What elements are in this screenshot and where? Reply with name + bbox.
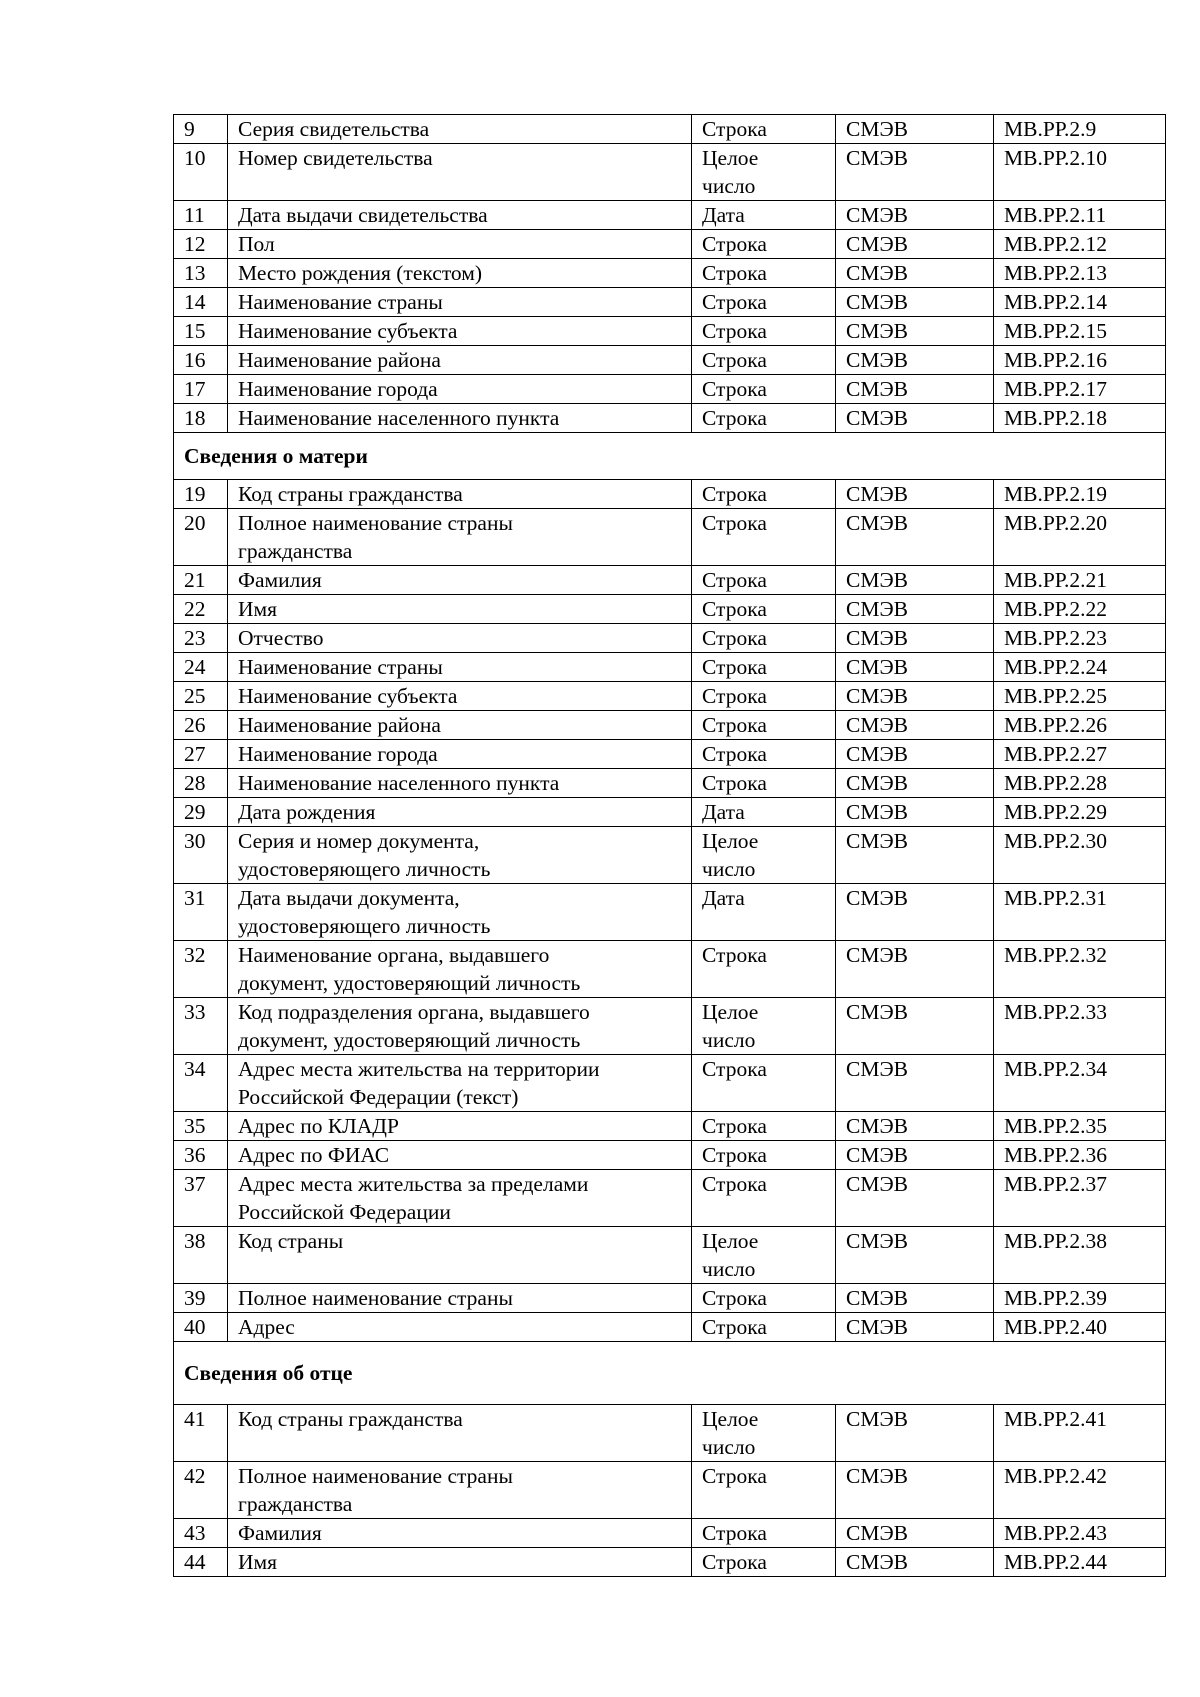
source-cell: СМЭВ — [836, 624, 994, 653]
row-number-cell: 33 — [174, 998, 228, 1055]
attribute-code-cell: МВ.РР.2.14 — [994, 288, 1166, 317]
table-row — [174, 404, 1166, 433]
table-row — [174, 1227, 1166, 1284]
data-type-cell: Строка — [692, 480, 836, 509]
attribute-name-cell: Полное наименование страны гражданства — [228, 1462, 692, 1519]
data-type-cell: Строка — [692, 509, 836, 566]
table-row — [174, 1112, 1166, 1141]
source-cell: СМЭВ — [836, 1227, 994, 1284]
source-cell: СМЭВ — [836, 1548, 994, 1577]
table-row — [174, 595, 1166, 624]
data-type-cell: Строка — [692, 595, 836, 624]
attribute-code-cell: МВ.РР.2.25 — [994, 682, 1166, 711]
source-cell: СМЭВ — [836, 480, 994, 509]
table-row — [174, 1284, 1166, 1313]
row-number-cell: 20 — [174, 509, 228, 566]
row-number-cell: 21 — [174, 566, 228, 595]
row-number-cell: 11 — [174, 201, 228, 230]
data-type-cell: Целое число — [692, 144, 836, 201]
table-row — [174, 769, 1166, 798]
data-type-cell: Строка — [692, 769, 836, 798]
attribute-code-cell: МВ.РР.2.15 — [994, 317, 1166, 346]
data-type-cell: Целое число — [692, 827, 836, 884]
section-header-row — [174, 1342, 1166, 1405]
source-cell: СМЭВ — [836, 317, 994, 346]
row-number-cell: 17 — [174, 375, 228, 404]
source-cell: СМЭВ — [836, 998, 994, 1055]
data-type-cell: Целое число — [692, 1227, 836, 1284]
attribute-code-cell: МВ.РР.2.27 — [994, 740, 1166, 769]
attribute-name-cell: Код подразделения органа, выдавшего документ, удостоверяющий личность — [228, 998, 692, 1055]
table-row — [174, 288, 1166, 317]
data-type-cell: Строка — [692, 230, 836, 259]
data-type-cell: Строка — [692, 1462, 836, 1519]
source-cell: СМЭВ — [836, 798, 994, 827]
data-type-cell: Строка — [692, 711, 836, 740]
attribute-code-cell: МВ.РР.2.12 — [994, 230, 1166, 259]
attribute-name-cell: Место рождения (текстом) — [228, 259, 692, 288]
attribute-code-cell: МВ.РР.2.22 — [994, 595, 1166, 624]
attributes-table — [173, 114, 1166, 1577]
attribute-code-cell: МВ.РР.2.17 — [994, 375, 1166, 404]
data-type-cell: Строка — [692, 566, 836, 595]
table-row — [174, 1055, 1166, 1112]
attribute-name-cell: Наименование населенного пункта — [228, 769, 692, 798]
source-cell: СМЭВ — [836, 230, 994, 259]
attribute-code-cell: МВ.РР.2.32 — [994, 941, 1166, 998]
attribute-code-cell: МВ.РР.2.30 — [994, 827, 1166, 884]
attribute-code-cell: МВ.РР.2.26 — [994, 711, 1166, 740]
attributes-table-body — [174, 115, 1166, 1577]
attribute-name-cell: Наименование города — [228, 375, 692, 404]
table-row — [174, 624, 1166, 653]
source-cell: СМЭВ — [836, 1313, 994, 1342]
attribute-name-cell: Наименование страны — [228, 288, 692, 317]
row-number-cell: 30 — [174, 827, 228, 884]
attribute-name-cell: Адрес по ФИАС — [228, 1141, 692, 1170]
document-page — [173, 114, 1165, 1577]
table-row — [174, 653, 1166, 682]
table-row — [174, 480, 1166, 509]
table-row — [174, 346, 1166, 375]
attribute-name-cell: Пол — [228, 230, 692, 259]
attribute-name-cell: Адрес места жительства за пределами Российской Федерации — [228, 1170, 692, 1227]
row-number-cell: 44 — [174, 1548, 228, 1577]
table-row — [174, 1405, 1166, 1462]
source-cell: СМЭВ — [836, 827, 994, 884]
source-cell: СМЭВ — [836, 346, 994, 375]
table-row — [174, 998, 1166, 1055]
table-row — [174, 317, 1166, 346]
attribute-name-cell: Наименование органа, выдавшего документ, удостоверяющий личность — [228, 941, 692, 998]
table-row — [174, 509, 1166, 566]
attribute-code-cell: МВ.РР.2.19 — [994, 480, 1166, 509]
data-type-cell: Строка — [692, 375, 836, 404]
attribute-name-cell: Адрес по КЛАДР — [228, 1112, 692, 1141]
attribute-name-cell: Адрес — [228, 1313, 692, 1342]
source-cell: СМЭВ — [836, 144, 994, 201]
source-cell: СМЭВ — [836, 1284, 994, 1313]
attribute-code-cell: МВ.РР.2.24 — [994, 653, 1166, 682]
data-type-cell: Строка — [692, 1112, 836, 1141]
attribute-code-cell: МВ.РР.2.40 — [994, 1313, 1166, 1342]
attribute-code-cell: МВ.РР.2.34 — [994, 1055, 1166, 1112]
row-number-cell: 16 — [174, 346, 228, 375]
section-title: Сведения о матери — [174, 433, 1166, 480]
row-number-cell: 42 — [174, 1462, 228, 1519]
attribute-name-cell: Наименование населенного пункта — [228, 404, 692, 433]
source-cell: СМЭВ — [836, 375, 994, 404]
table-row — [174, 827, 1166, 884]
row-number-cell: 9 — [174, 115, 228, 144]
attribute-code-cell: МВ.РР.2.43 — [994, 1519, 1166, 1548]
attribute-name-cell: Дата выдачи свидетельства — [228, 201, 692, 230]
table-row — [174, 798, 1166, 827]
table-row — [174, 1548, 1166, 1577]
row-number-cell: 13 — [174, 259, 228, 288]
source-cell: СМЭВ — [836, 595, 994, 624]
table-row — [174, 230, 1166, 259]
attribute-code-cell: МВ.РР.2.29 — [994, 798, 1166, 827]
source-cell: СМЭВ — [836, 259, 994, 288]
attribute-name-cell: Полное наименование страны гражданства — [228, 509, 692, 566]
table-row — [174, 1462, 1166, 1519]
attribute-code-cell: МВ.РР.2.44 — [994, 1548, 1166, 1577]
row-number-cell: 43 — [174, 1519, 228, 1548]
table-row — [174, 884, 1166, 941]
row-number-cell: 34 — [174, 1055, 228, 1112]
attribute-code-cell: МВ.РР.2.11 — [994, 201, 1166, 230]
source-cell: СМЭВ — [836, 1519, 994, 1548]
data-type-cell: Строка — [692, 288, 836, 317]
attribute-code-cell: МВ.РР.2.18 — [994, 404, 1166, 433]
row-number-cell: 24 — [174, 653, 228, 682]
source-cell: СМЭВ — [836, 884, 994, 941]
attribute-code-cell: МВ.РР.2.20 — [994, 509, 1166, 566]
data-type-cell: Дата — [692, 201, 836, 230]
source-cell: СМЭВ — [836, 1141, 994, 1170]
data-type-cell: Строка — [692, 115, 836, 144]
attribute-code-cell: МВ.РР.2.35 — [994, 1112, 1166, 1141]
data-type-cell: Целое число — [692, 998, 836, 1055]
attribute-name-cell: Фамилия — [228, 1519, 692, 1548]
source-cell: СМЭВ — [836, 711, 994, 740]
row-number-cell: 14 — [174, 288, 228, 317]
table-row — [174, 201, 1166, 230]
row-number-cell: 26 — [174, 711, 228, 740]
table-row — [174, 144, 1166, 201]
row-number-cell: 39 — [174, 1284, 228, 1313]
row-number-cell: 27 — [174, 740, 228, 769]
source-cell: СМЭВ — [836, 201, 994, 230]
table-row — [174, 566, 1166, 595]
attribute-code-cell: МВ.РР.2.13 — [994, 259, 1166, 288]
table-row — [174, 711, 1166, 740]
attribute-name-cell: Серия свидетельства — [228, 115, 692, 144]
attribute-name-cell: Наименование города — [228, 740, 692, 769]
attribute-name-cell: Дата выдачи документа, удостоверяющего личность — [228, 884, 692, 941]
row-number-cell: 36 — [174, 1141, 228, 1170]
row-number-cell: 19 — [174, 480, 228, 509]
attribute-name-cell: Имя — [228, 595, 692, 624]
data-type-cell: Строка — [692, 1519, 836, 1548]
section-header-row — [174, 433, 1166, 480]
table-row — [174, 682, 1166, 711]
data-type-cell: Дата — [692, 884, 836, 941]
attribute-code-cell: МВ.РР.2.33 — [994, 998, 1166, 1055]
section-title: Сведения об отце — [174, 1342, 1166, 1405]
attribute-code-cell: МВ.РР.2.42 — [994, 1462, 1166, 1519]
table-row — [174, 375, 1166, 404]
table-row — [174, 115, 1166, 144]
attribute-code-cell: МВ.РР.2.28 — [994, 769, 1166, 798]
data-type-cell: Дата — [692, 798, 836, 827]
source-cell: СМЭВ — [836, 740, 994, 769]
row-number-cell: 12 — [174, 230, 228, 259]
row-number-cell: 25 — [174, 682, 228, 711]
row-number-cell: 28 — [174, 769, 228, 798]
attribute-code-cell: МВ.РР.2.37 — [994, 1170, 1166, 1227]
attribute-code-cell: МВ.РР.2.9 — [994, 115, 1166, 144]
source-cell: СМЭВ — [836, 288, 994, 317]
row-number-cell: 37 — [174, 1170, 228, 1227]
attribute-name-cell: Адрес места жительства на территории Российской Федерации (текст) — [228, 1055, 692, 1112]
table-row — [174, 941, 1166, 998]
table-row — [174, 259, 1166, 288]
attribute-name-cell: Номер свидетельства — [228, 144, 692, 201]
attribute-code-cell: МВ.РР.2.36 — [994, 1141, 1166, 1170]
row-number-cell: 10 — [174, 144, 228, 201]
attribute-name-cell: Фамилия — [228, 566, 692, 595]
source-cell: СМЭВ — [836, 566, 994, 595]
source-cell: СМЭВ — [836, 1462, 994, 1519]
source-cell: СМЭВ — [836, 509, 994, 566]
table-row — [174, 1141, 1166, 1170]
source-cell: СМЭВ — [836, 1055, 994, 1112]
attribute-name-cell: Серия и номер документа, удостоверяющего личность — [228, 827, 692, 884]
data-type-cell: Строка — [692, 1055, 836, 1112]
data-type-cell: Строка — [692, 941, 836, 998]
row-number-cell: 38 — [174, 1227, 228, 1284]
data-type-cell: Строка — [692, 259, 836, 288]
row-number-cell: 35 — [174, 1112, 228, 1141]
source-cell: СМЭВ — [836, 1112, 994, 1141]
row-number-cell: 32 — [174, 941, 228, 998]
data-type-cell: Строка — [692, 404, 836, 433]
attribute-name-cell: Наименование района — [228, 711, 692, 740]
attribute-code-cell: МВ.РР.2.31 — [994, 884, 1166, 941]
attribute-name-cell: Полное наименование страны — [228, 1284, 692, 1313]
table-row — [174, 740, 1166, 769]
data-type-cell: Строка — [692, 624, 836, 653]
source-cell: СМЭВ — [836, 682, 994, 711]
attribute-code-cell: МВ.РР.2.38 — [994, 1227, 1166, 1284]
row-number-cell: 31 — [174, 884, 228, 941]
source-cell: СМЭВ — [836, 404, 994, 433]
row-number-cell: 40 — [174, 1313, 228, 1342]
attribute-name-cell: Имя — [228, 1548, 692, 1577]
source-cell: СМЭВ — [836, 653, 994, 682]
data-type-cell: Строка — [692, 682, 836, 711]
attribute-code-cell: МВ.РР.2.10 — [994, 144, 1166, 201]
attribute-name-cell: Код страны гражданства — [228, 1405, 692, 1462]
source-cell: СМЭВ — [836, 115, 994, 144]
data-type-cell: Строка — [692, 1284, 836, 1313]
table-row — [174, 1519, 1166, 1548]
data-type-cell: Строка — [692, 346, 836, 375]
attribute-name-cell: Наименование страны — [228, 653, 692, 682]
data-type-cell: Целое число — [692, 1405, 836, 1462]
row-number-cell: 29 — [174, 798, 228, 827]
row-number-cell: 23 — [174, 624, 228, 653]
source-cell: СМЭВ — [836, 941, 994, 998]
attribute-name-cell: Дата рождения — [228, 798, 692, 827]
data-type-cell: Строка — [692, 317, 836, 346]
attribute-name-cell: Наименование субъекта — [228, 682, 692, 711]
data-type-cell: Строка — [692, 653, 836, 682]
data-type-cell: Строка — [692, 1548, 836, 1577]
row-number-cell: 18 — [174, 404, 228, 433]
source-cell: СМЭВ — [836, 769, 994, 798]
attribute-name-cell: Код страны — [228, 1227, 692, 1284]
data-type-cell: Строка — [692, 1141, 836, 1170]
attribute-name-cell: Код страны гражданства — [228, 480, 692, 509]
row-number-cell: 22 — [174, 595, 228, 624]
attribute-name-cell: Отчество — [228, 624, 692, 653]
attribute-code-cell: МВ.РР.2.23 — [994, 624, 1166, 653]
attribute-name-cell: Наименование субъекта — [228, 317, 692, 346]
data-type-cell: Строка — [692, 1313, 836, 1342]
attribute-code-cell: МВ.РР.2.41 — [994, 1405, 1166, 1462]
row-number-cell: 15 — [174, 317, 228, 346]
table-row — [174, 1313, 1166, 1342]
table-row — [174, 1170, 1166, 1227]
row-number-cell: 41 — [174, 1405, 228, 1462]
attribute-code-cell: МВ.РР.2.21 — [994, 566, 1166, 595]
attribute-code-cell: МВ.РР.2.39 — [994, 1284, 1166, 1313]
attribute-code-cell: МВ.РР.2.16 — [994, 346, 1166, 375]
data-type-cell: Строка — [692, 1170, 836, 1227]
source-cell: СМЭВ — [836, 1170, 994, 1227]
attribute-name-cell: Наименование района — [228, 346, 692, 375]
source-cell: СМЭВ — [836, 1405, 994, 1462]
data-type-cell: Строка — [692, 740, 836, 769]
